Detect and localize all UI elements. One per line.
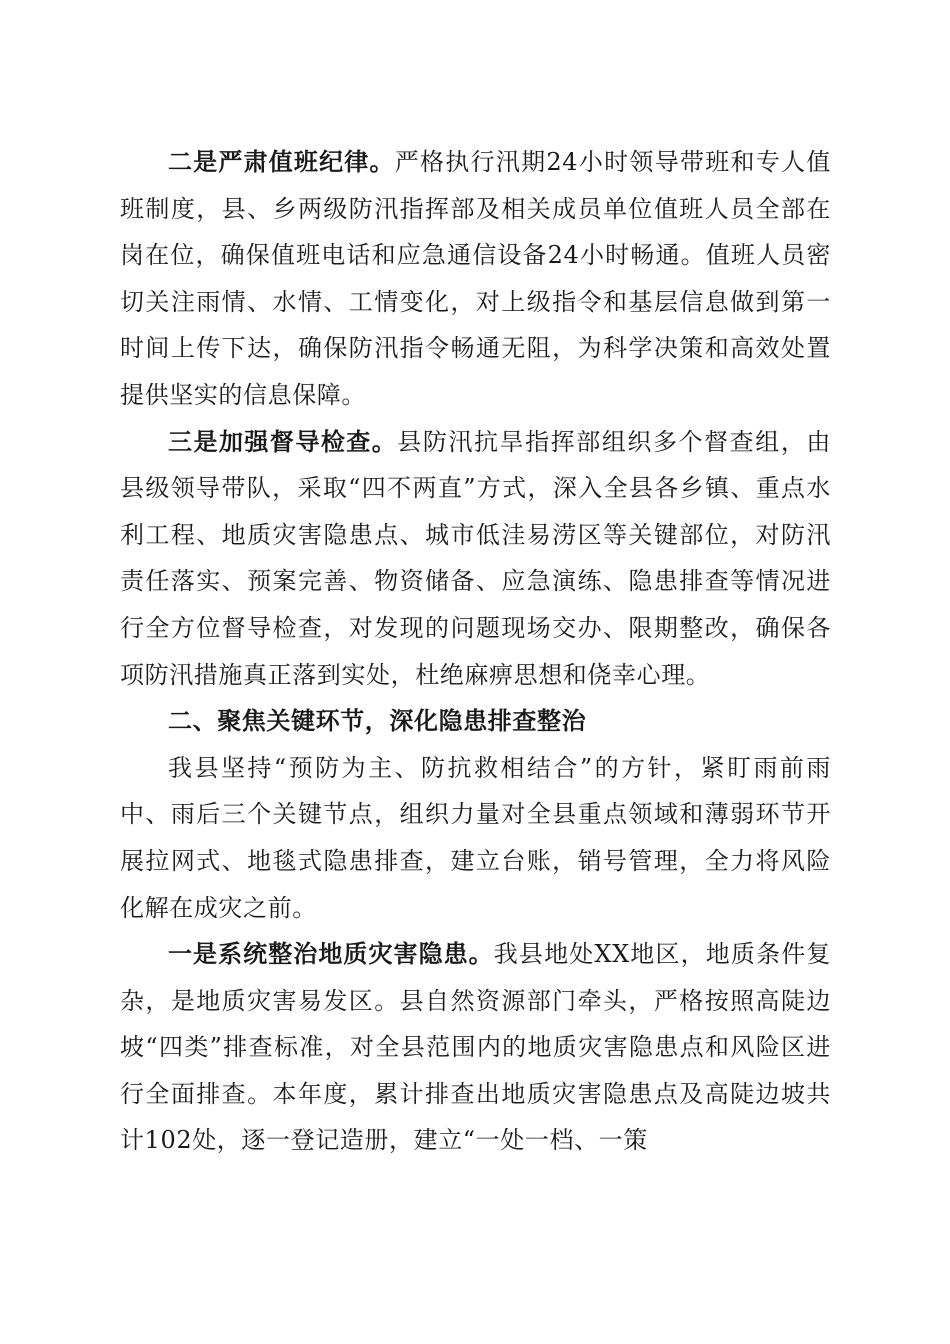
paragraph-geological-hazards [120, 931, 831, 1164]
paragraph-supervision [120, 419, 831, 699]
paragraph-lead: 一是系统整治地质灾害隐患。 [168, 940, 494, 969]
paragraph-body: 我县地处XX地区，地质条件复杂，是地质灾害易发区。县自然资源部门牵头，严格按照高陡边坡“四类”排查标准，对全县范围内的地质灾害隐患点和风险区进行全面排查。本年度，累计排查出地质灾害隐患点及高陡边坡共计102处，逐一登记造册，建立“一处一档、一策 [120, 940, 832, 1155]
paragraph-lead: 二是严肃值班纪律。 [168, 148, 395, 176]
section-heading: 二、聚焦关键环节，深化隐患排查整治 [168, 707, 587, 736]
section-intro: 我县坚持“预防为主、防抗救相结合”的方针，紧盯雨前雨中、雨后三个关键节点，组织力量对全县重点领域和薄弱环节开展拉网式、地毯式隐患排查，建立台账，销号管理，全力将风险化解在成灾之前。 [120, 753, 831, 922]
document-page [120, 139, 831, 1164]
paragraph-lead: 三是加强督导检查。 [168, 427, 398, 456]
paragraph-body: 县防汛抗旱指挥部组织多个督查组，由县级领导带队，采取“四不两直”方式，深入全县各乡镇、重点水利工程、地质灾害隐患点、城市低洼易涝区等关键部位，对防汛责任落实、预案完善、物资储备、应急演练、隐患排查等情况进行全方位督导检查，对发现的问题现场交办、限期整改，确保各项防汛措施真正落到实处，杜绝麻痹思想和侥幸心理。 [120, 427, 831, 689]
paragraph-body: 严格执行汛期24小时领导带班和专人值班制度，县、乡两级防汛指挥部及相关成员单位值班人员全部在岗在位，确保值班电话和应急通信设备24小时畅通。值班人员密切关注雨情、水情、工情变化，对上级指令和基层信息做到第一时间上传下达，确保防汛指令畅通无阻，为科学决策和高效处置提供坚实的信息保障。 [120, 148, 832, 409]
paragraph-duty-discipline [120, 139, 831, 419]
